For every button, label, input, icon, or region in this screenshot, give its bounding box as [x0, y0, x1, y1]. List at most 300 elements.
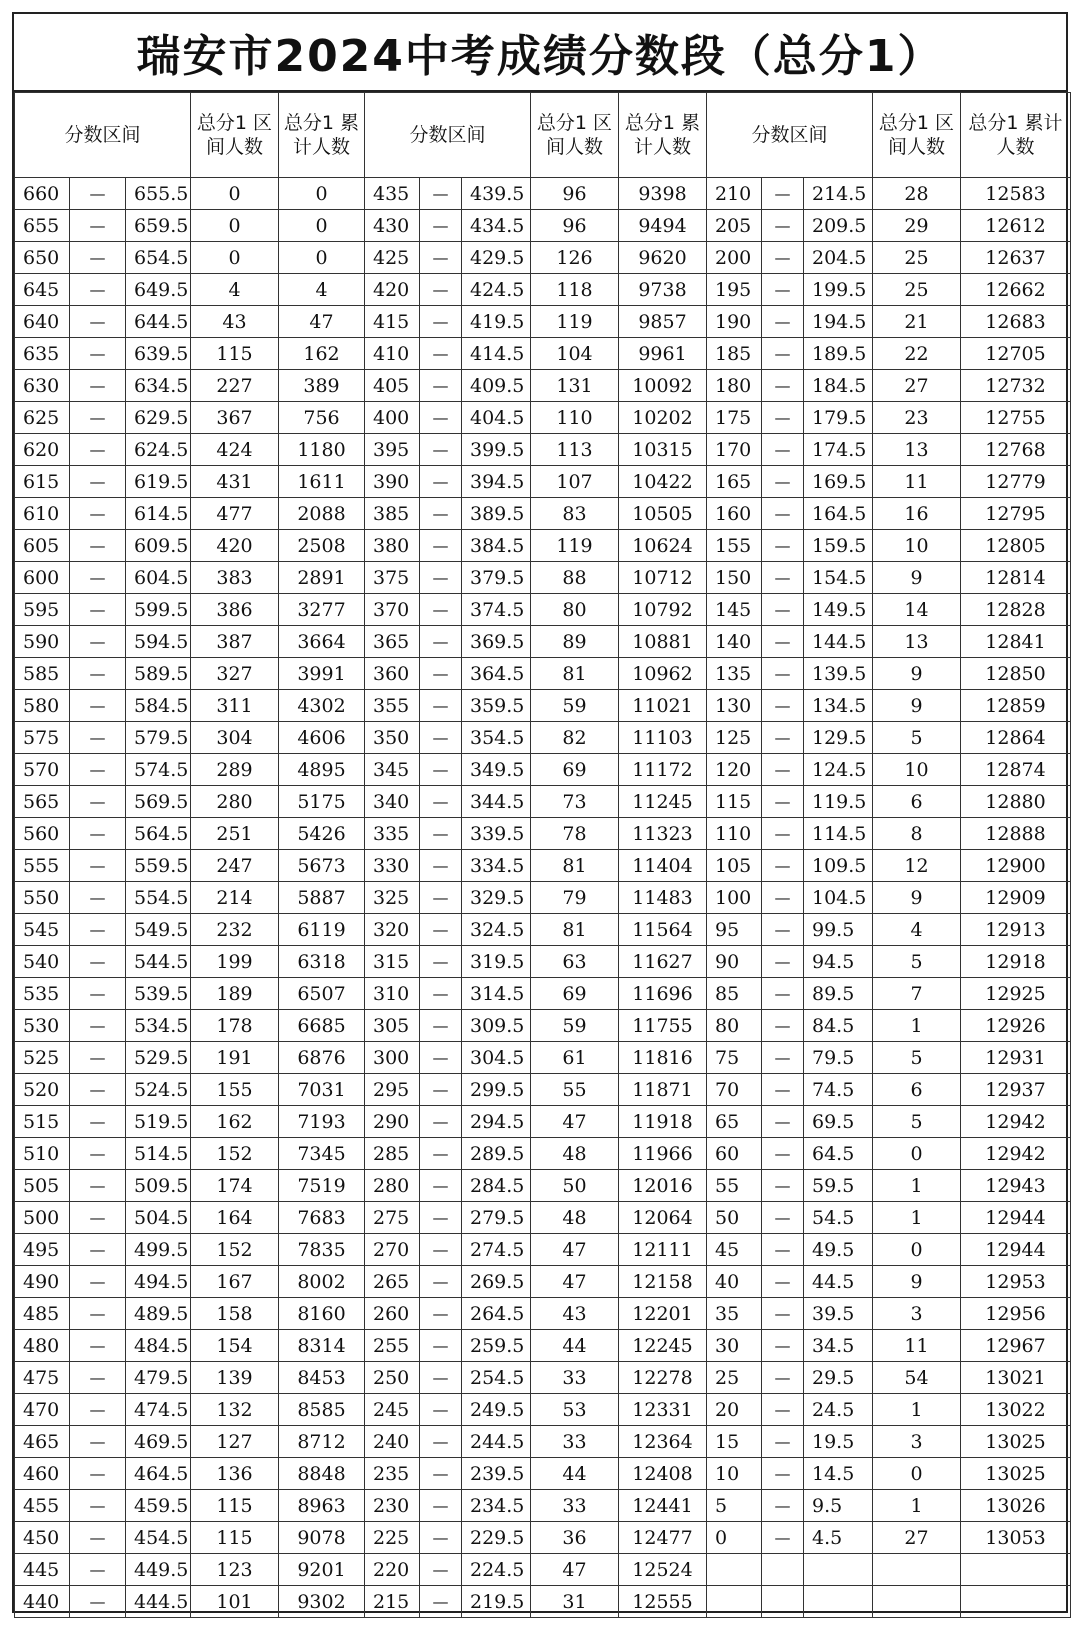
range-start-cell: 450 [15, 1522, 70, 1554]
range-start-cell: 265 [365, 1266, 420, 1298]
interval-count-cell: 36 [531, 1522, 619, 1554]
range-dash-cell: — [420, 882, 462, 914]
header-cumulative-1: 总分1 累计人数 [279, 93, 365, 178]
range-end-cell: 409.5 [462, 370, 531, 402]
interval-count-cell: 174 [191, 1170, 279, 1202]
interval-count-cell: 69 [531, 754, 619, 786]
interval-count-cell: 63 [531, 946, 619, 978]
range-end-cell: 189.5 [804, 338, 873, 370]
cumulative-count-cell: 12583 [961, 178, 1071, 210]
range-start-cell: 325 [365, 882, 420, 914]
interval-count-cell: 1 [873, 1170, 961, 1202]
range-start-cell: 380 [365, 530, 420, 562]
range-dash-cell: — [762, 1426, 804, 1458]
interval-count-cell: 3 [873, 1426, 961, 1458]
range-start-cell: 105 [707, 850, 762, 882]
range-end-cell: 124.5 [804, 754, 873, 786]
range-end-cell: 564.5 [126, 818, 191, 850]
range-start-cell: 395 [365, 434, 420, 466]
range-dash-cell: — [762, 1394, 804, 1426]
table-row [15, 306, 1071, 338]
range-end-cell: 134.5 [804, 690, 873, 722]
cumulative-count-cell: 12637 [961, 242, 1071, 274]
range-end-cell: 259.5 [462, 1330, 531, 1362]
range-start-cell: 625 [15, 402, 70, 434]
range-start-cell: 410 [365, 338, 420, 370]
interval-count-cell: 1 [873, 1202, 961, 1234]
range-start-cell: 630 [15, 370, 70, 402]
interval-count-cell [873, 1586, 961, 1618]
cumulative-count-cell: 12859 [961, 690, 1071, 722]
range-dash-cell: — [762, 402, 804, 434]
range-start-cell: 145 [707, 594, 762, 626]
range-end-cell: 109.5 [804, 850, 873, 882]
range-end-cell: 429.5 [462, 242, 531, 274]
range-end-cell: 239.5 [462, 1458, 531, 1490]
interval-count-cell: 13 [873, 626, 961, 658]
range-end-cell: 54.5 [804, 1202, 873, 1234]
range-start-cell: 425 [365, 242, 420, 274]
interval-count-cell: 59 [531, 1010, 619, 1042]
range-start-cell: 210 [707, 178, 762, 210]
range-start-cell: 100 [707, 882, 762, 914]
range-dash-cell: — [70, 1234, 126, 1266]
cumulative-count-cell: 5673 [279, 850, 365, 882]
cumulative-count-cell: 12779 [961, 466, 1071, 498]
interval-count-cell: 47 [531, 1234, 619, 1266]
cumulative-count-cell: 1611 [279, 466, 365, 498]
cumulative-count-cell: 389 [279, 370, 365, 402]
range-dash-cell: — [420, 1010, 462, 1042]
cumulative-count-cell: 12662 [961, 274, 1071, 306]
range-start-cell: 55 [707, 1170, 762, 1202]
range-end-cell: 624.5 [126, 434, 191, 466]
range-end-cell: 444.5 [126, 1586, 191, 1618]
cumulative-count-cell: 9857 [619, 306, 707, 338]
cumulative-count-cell [961, 1586, 1071, 1618]
interval-count-cell: 4 [873, 914, 961, 946]
range-start-cell: 155 [707, 530, 762, 562]
cumulative-count-cell: 5426 [279, 818, 365, 850]
range-end-cell: 69.5 [804, 1106, 873, 1138]
range-start-cell: 330 [365, 850, 420, 882]
interval-count-cell: 251 [191, 818, 279, 850]
interval-count-cell: 89 [531, 626, 619, 658]
cumulative-count-cell: 8002 [279, 1266, 365, 1298]
range-start-cell: 290 [365, 1106, 420, 1138]
range-end-cell: 84.5 [804, 1010, 873, 1042]
range-dash-cell: — [70, 626, 126, 658]
cumulative-count-cell: 10962 [619, 658, 707, 690]
range-end-cell: 254.5 [462, 1362, 531, 1394]
cumulative-count-cell: 7193 [279, 1106, 365, 1138]
range-dash-cell: — [762, 690, 804, 722]
range-end-cell: 524.5 [126, 1074, 191, 1106]
interval-count-cell: 387 [191, 626, 279, 658]
cumulative-count-cell: 5887 [279, 882, 365, 914]
cumulative-count-cell: 12805 [961, 530, 1071, 562]
range-start-cell: 130 [707, 690, 762, 722]
interval-count-cell: 227 [191, 370, 279, 402]
range-start-cell: 300 [365, 1042, 420, 1074]
range-dash-cell: — [70, 722, 126, 754]
range-end-cell: 569.5 [126, 786, 191, 818]
interval-count-cell: 0 [873, 1458, 961, 1490]
range-dash-cell: — [762, 818, 804, 850]
cumulative-count-cell: 11564 [619, 914, 707, 946]
interval-count-cell: 43 [531, 1298, 619, 1330]
range-dash-cell: — [762, 1138, 804, 1170]
range-end-cell: 209.5 [804, 210, 873, 242]
interval-count-cell: 50 [531, 1170, 619, 1202]
cumulative-count-cell: 9201 [279, 1554, 365, 1586]
range-start-cell: 520 [15, 1074, 70, 1106]
range-start-cell: 200 [707, 242, 762, 274]
cumulative-count-cell: 10712 [619, 562, 707, 594]
range-start-cell: 660 [15, 178, 70, 210]
range-start-cell: 120 [707, 754, 762, 786]
interval-count-cell: 155 [191, 1074, 279, 1106]
interval-count-cell: 304 [191, 722, 279, 754]
cumulative-count-cell: 11966 [619, 1138, 707, 1170]
range-dash-cell: — [762, 1330, 804, 1362]
interval-count-cell: 131 [531, 370, 619, 402]
range-dash-cell: — [70, 658, 126, 690]
cumulative-count-cell: 12931 [961, 1042, 1071, 1074]
interval-count-cell: 73 [531, 786, 619, 818]
table-row [15, 1426, 1071, 1458]
range-start-cell: 135 [707, 658, 762, 690]
range-dash-cell: — [70, 402, 126, 434]
table-row [15, 530, 1071, 562]
table-header-row [15, 93, 1071, 178]
cumulative-count-cell: 12888 [961, 818, 1071, 850]
range-end-cell: 319.5 [462, 946, 531, 978]
interval-count-cell: 96 [531, 210, 619, 242]
range-dash-cell: — [420, 786, 462, 818]
range-end-cell: 354.5 [462, 722, 531, 754]
range-start-cell: 305 [365, 1010, 420, 1042]
interval-count-cell: 154 [191, 1330, 279, 1362]
range-dash-cell: — [420, 210, 462, 242]
interval-count-cell: 113 [531, 434, 619, 466]
cumulative-count-cell: 10881 [619, 626, 707, 658]
range-dash-cell: — [762, 1362, 804, 1394]
interval-count-cell: 152 [191, 1234, 279, 1266]
table-row [15, 402, 1071, 434]
cumulative-count-cell: 12477 [619, 1522, 707, 1554]
range-start-cell: 475 [15, 1362, 70, 1394]
range-start-cell: 175 [707, 402, 762, 434]
cumulative-count-cell: 8712 [279, 1426, 365, 1458]
range-end-cell: 64.5 [804, 1138, 873, 1170]
interval-count-cell: 280 [191, 786, 279, 818]
cumulative-count-cell: 9738 [619, 274, 707, 306]
range-start-cell: 480 [15, 1330, 70, 1362]
interval-count-cell: 119 [531, 306, 619, 338]
range-dash-cell: — [420, 498, 462, 530]
cumulative-count-cell: 12441 [619, 1490, 707, 1522]
cumulative-count-cell: 12944 [961, 1234, 1071, 1266]
cumulative-count-cell: 12016 [619, 1170, 707, 1202]
range-dash-cell: — [70, 1586, 126, 1618]
interval-count-cell: 33 [531, 1426, 619, 1458]
range-start-cell: 540 [15, 946, 70, 978]
range-end-cell: 349.5 [462, 754, 531, 786]
cumulative-count-cell: 13025 [961, 1458, 1071, 1490]
table-row [15, 1234, 1071, 1266]
range-end-cell: 234.5 [462, 1490, 531, 1522]
range-end-cell: 269.5 [462, 1266, 531, 1298]
range-start-cell: 415 [365, 306, 420, 338]
range-end-cell: 629.5 [126, 402, 191, 434]
interval-count-cell: 8 [873, 818, 961, 850]
range-dash-cell: — [70, 818, 126, 850]
range-dash-cell: — [70, 1298, 126, 1330]
range-dash-cell: — [762, 1298, 804, 1330]
range-dash-cell: — [762, 1106, 804, 1138]
table-row [15, 978, 1071, 1010]
interval-count-cell: 311 [191, 690, 279, 722]
range-dash-cell: — [70, 1074, 126, 1106]
cumulative-count-cell: 11323 [619, 818, 707, 850]
range-end-cell: 469.5 [126, 1426, 191, 1458]
table-row [15, 274, 1071, 306]
interval-count-cell: 104 [531, 338, 619, 370]
table-row [15, 1490, 1071, 1522]
interval-count-cell: 5 [873, 1106, 961, 1138]
interval-count-cell: 1 [873, 1490, 961, 1522]
range-dash-cell: — [762, 370, 804, 402]
range-end-cell: 599.5 [126, 594, 191, 626]
range-end-cell: 119.5 [804, 786, 873, 818]
range-end-cell: 339.5 [462, 818, 531, 850]
range-dash-cell: — [70, 178, 126, 210]
range-dash-cell: — [70, 530, 126, 562]
interval-count-cell: 101 [191, 1586, 279, 1618]
range-end-cell: 149.5 [804, 594, 873, 626]
range-start-cell: 275 [365, 1202, 420, 1234]
range-end-cell: 534.5 [126, 1010, 191, 1042]
interval-count-cell: 28 [873, 178, 961, 210]
range-dash-cell: — [70, 434, 126, 466]
cumulative-count-cell: 1180 [279, 434, 365, 466]
range-start-cell: 225 [365, 1522, 420, 1554]
range-start-cell: 190 [707, 306, 762, 338]
range-end-cell: 114.5 [804, 818, 873, 850]
range-start-cell: 335 [365, 818, 420, 850]
range-end-cell: 614.5 [126, 498, 191, 530]
interval-count-cell: 53 [531, 1394, 619, 1426]
interval-count-cell: 16 [873, 498, 961, 530]
range-end-cell: 549.5 [126, 914, 191, 946]
range-end-cell: 309.5 [462, 1010, 531, 1042]
range-start-cell: 465 [15, 1426, 70, 1458]
range-end-cell: 619.5 [126, 466, 191, 498]
range-dash-cell: — [70, 1490, 126, 1522]
range-end-cell: 314.5 [462, 978, 531, 1010]
range-start-cell: 365 [365, 626, 420, 658]
range-start-cell: 345 [365, 754, 420, 786]
header-cumulative-3: 总分1 累计人数 [961, 93, 1071, 178]
interval-count-cell: 327 [191, 658, 279, 690]
cumulative-count-cell: 9398 [619, 178, 707, 210]
cumulative-count-cell: 12937 [961, 1074, 1071, 1106]
range-end-cell: 479.5 [126, 1362, 191, 1394]
interval-count-cell: 79 [531, 882, 619, 914]
range-dash-cell: — [70, 690, 126, 722]
interval-count-cell: 9 [873, 658, 961, 690]
range-dash-cell: — [762, 1458, 804, 1490]
cumulative-count-cell: 12942 [961, 1138, 1071, 1170]
cumulative-count-cell: 12944 [961, 1202, 1071, 1234]
table-row [15, 690, 1071, 722]
range-start-cell: 385 [365, 498, 420, 530]
range-dash-cell: — [420, 754, 462, 786]
interval-count-cell: 162 [191, 1106, 279, 1138]
range-dash-cell: — [420, 818, 462, 850]
range-start-cell: 650 [15, 242, 70, 274]
interval-count-cell: 164 [191, 1202, 279, 1234]
range-dash-cell: — [420, 274, 462, 306]
interval-count-cell: 0 [873, 1234, 961, 1266]
range-start-cell: 75 [707, 1042, 762, 1074]
interval-count-cell: 54 [873, 1362, 961, 1394]
range-end-cell: 194.5 [804, 306, 873, 338]
range-end-cell: 164.5 [804, 498, 873, 530]
cumulative-count-cell: 2088 [279, 498, 365, 530]
cumulative-count-cell: 12364 [619, 1426, 707, 1458]
range-end-cell: 294.5 [462, 1106, 531, 1138]
range-dash-cell: — [762, 338, 804, 370]
range-dash-cell: — [420, 1522, 462, 1554]
range-dash-cell: — [70, 1266, 126, 1298]
range-end-cell: 474.5 [126, 1394, 191, 1426]
interval-count-cell: 82 [531, 722, 619, 754]
range-start-cell: 95 [707, 914, 762, 946]
range-start-cell: 515 [15, 1106, 70, 1138]
range-dash-cell: — [70, 1170, 126, 1202]
table-row [15, 1586, 1071, 1618]
interval-count-cell: 119 [531, 530, 619, 562]
range-end-cell: 104.5 [804, 882, 873, 914]
range-start-cell: 600 [15, 562, 70, 594]
range-end-cell: 129.5 [804, 722, 873, 754]
range-end-cell: 529.5 [126, 1042, 191, 1074]
range-end-cell: 159.5 [804, 530, 873, 562]
table-row [15, 1522, 1071, 1554]
header-range-2: 分数区间 [365, 93, 531, 178]
range-start-cell: 5 [707, 1490, 762, 1522]
cumulative-count-cell: 11696 [619, 978, 707, 1010]
cumulative-count-cell: 12111 [619, 1234, 707, 1266]
range-dash-cell: — [420, 1394, 462, 1426]
table-row [15, 1202, 1071, 1234]
interval-count-cell: 0 [191, 178, 279, 210]
range-start-cell: 455 [15, 1490, 70, 1522]
cumulative-count-cell: 13026 [961, 1490, 1071, 1522]
range-start-cell: 180 [707, 370, 762, 402]
cumulative-count-cell: 12245 [619, 1330, 707, 1362]
cumulative-count-cell: 10315 [619, 434, 707, 466]
interval-count-cell: 420 [191, 530, 279, 562]
range-start-cell: 310 [365, 978, 420, 1010]
range-dash-cell: — [420, 978, 462, 1010]
interval-count-cell: 4 [191, 274, 279, 306]
interval-count-cell: 9 [873, 690, 961, 722]
interval-count-cell: 289 [191, 754, 279, 786]
range-end-cell: 364.5 [462, 658, 531, 690]
range-start-cell: 495 [15, 1234, 70, 1266]
range-start-cell: 535 [15, 978, 70, 1010]
interval-count-cell: 110 [531, 402, 619, 434]
range-end-cell: 559.5 [126, 850, 191, 882]
range-dash-cell: — [70, 594, 126, 626]
cumulative-count-cell: 12953 [961, 1266, 1071, 1298]
cumulative-count-cell: 2508 [279, 530, 365, 562]
range-dash-cell: — [762, 1522, 804, 1554]
score-table-frame [12, 12, 1068, 1613]
cumulative-count-cell: 7345 [279, 1138, 365, 1170]
table-row [15, 754, 1071, 786]
interval-count-cell: 27 [873, 1522, 961, 1554]
cumulative-count-cell: 12900 [961, 850, 1071, 882]
range-end-cell: 584.5 [126, 690, 191, 722]
range-dash-cell: — [762, 466, 804, 498]
interval-count-cell: 424 [191, 434, 279, 466]
interval-count-cell: 23 [873, 402, 961, 434]
range-end-cell: 24.5 [804, 1394, 873, 1426]
interval-count-cell: 136 [191, 1458, 279, 1490]
cumulative-count-cell: 9078 [279, 1522, 365, 1554]
range-dash-cell: — [762, 210, 804, 242]
range-start-cell: 45 [707, 1234, 762, 1266]
table-row [15, 1458, 1071, 1490]
cumulative-count-cell: 4 [279, 274, 365, 306]
range-dash-cell: — [420, 1490, 462, 1522]
range-start-cell: 270 [365, 1234, 420, 1266]
cumulative-count-cell: 6685 [279, 1010, 365, 1042]
range-start-cell: 160 [707, 498, 762, 530]
cumulative-count-cell: 10422 [619, 466, 707, 498]
range-start-cell: 240 [365, 1426, 420, 1458]
range-dash-cell: — [70, 946, 126, 978]
range-start-cell: 585 [15, 658, 70, 690]
range-end-cell: 244.5 [462, 1426, 531, 1458]
range-dash-cell: — [762, 178, 804, 210]
range-start-cell: 490 [15, 1266, 70, 1298]
range-dash-cell: — [762, 850, 804, 882]
range-dash-cell: — [762, 914, 804, 946]
range-dash-cell: — [420, 370, 462, 402]
cumulative-count-cell: 12850 [961, 658, 1071, 690]
interval-count-cell: 69 [531, 978, 619, 1010]
range-end-cell: 639.5 [126, 338, 191, 370]
table-row [15, 1394, 1071, 1426]
range-dash-cell: — [762, 1266, 804, 1298]
range-end-cell: 19.5 [804, 1426, 873, 1458]
table-row [15, 1330, 1071, 1362]
range-start-cell: 230 [365, 1490, 420, 1522]
range-dash-cell: — [70, 1202, 126, 1234]
range-start-cell: 570 [15, 754, 70, 786]
interval-count-cell: 33 [531, 1362, 619, 1394]
table-row [15, 658, 1071, 690]
range-dash-cell: — [70, 1522, 126, 1554]
table-row [15, 818, 1071, 850]
range-end-cell: 139.5 [804, 658, 873, 690]
cumulative-count-cell: 12942 [961, 1106, 1071, 1138]
